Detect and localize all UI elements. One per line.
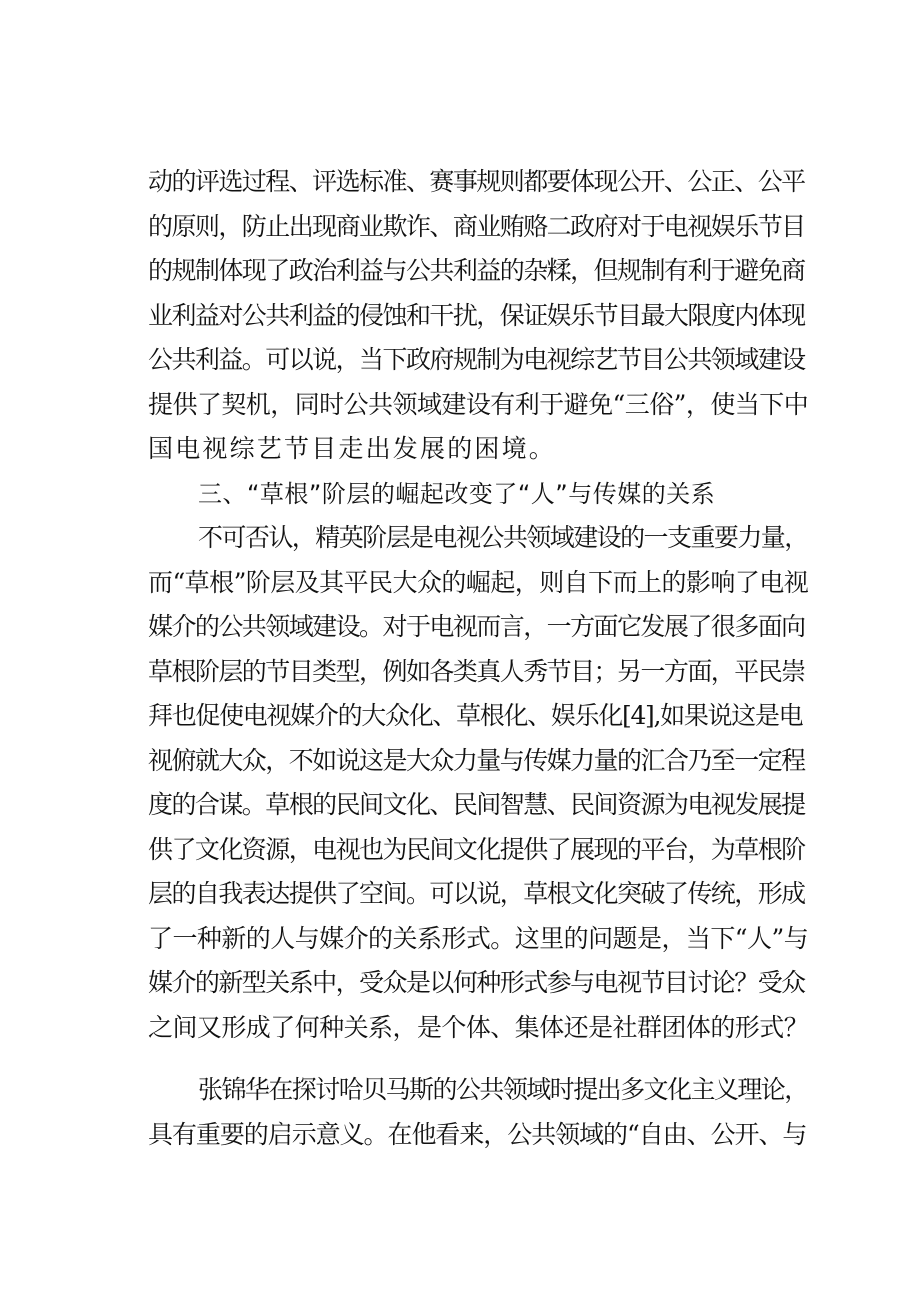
section-heading: 三、“草根”阶层的崛起改变了“人”与传媒的关系 [198, 479, 716, 508]
text-line: 国电视综艺节目走出发展的困境。 [148, 434, 557, 463]
body-text [148, 160, 808, 1157]
text-line: 的规制体现了政治利益与公共利益的杂糅，但规制有利于避免商 [148, 256, 805, 285]
paragraph-continued [148, 160, 808, 472]
text-line: 提供了契机，同时公共领域建设有利于避免“三俗”，使当下中 [148, 389, 809, 419]
text-line: 供了文化资源，电视也为民间文化提供了展现的平台，为草根阶 [148, 834, 805, 864]
text-line: 业利益对公共利益的侵蚀和干扰，保证娱乐节目最大限度内体现 [148, 300, 805, 330]
text-line: 媒介的新型关系中，受众是以何种形式参与电视节目讨论？受众 [148, 968, 805, 997]
text-line: 之间又形成了何种关系，是个体、集体还是社群团体的形式？ [148, 1012, 809, 1042]
text-line: 草根阶层的节目类型，例如各类真人秀节目；另一方面，平民崇 [148, 656, 805, 686]
text-line: 拜也促使电视媒介的大众化、草根化、娱乐化[4],如果说这是电 [148, 701, 803, 730]
text-line: 张锦华在探讨哈贝马斯的公共领域时提出多文化主义理论， [198, 1075, 808, 1104]
text-line: 层的自我表达提供了空间。可以说，草根文化突破了传统，形成 [148, 879, 805, 908]
text-line: 视俯就大众，不如说这是大众力量与传媒力量的汇合乃至一定程 [148, 745, 805, 775]
paragraph-grassroots [148, 516, 808, 1050]
text-line: 公共利益。可以说，当下政府规制为电视综艺节目公共领域建设 [148, 345, 805, 374]
text-line: 不可否认，精英阶层是电视公共领域建设的一支重要力量， [198, 523, 808, 552]
text-line: 的原则，防止出现商业欺诈、商业贿赂二政府对于电视娱乐节目 [148, 211, 805, 241]
paragraph-multiculturalism [148, 1068, 808, 1157]
text-line: 动的评选过程、评选标准、赛事规则都要体现公开、公正、公平 [148, 167, 805, 196]
text-line: 具有重要的启示意义。在他看来，公共领域的“自由、公开、与 [148, 1119, 807, 1149]
text-line: 媒介的公共领域建设。对于电视而言，一方面它发展了很多面向 [148, 612, 805, 641]
text-line: 了一种新的人与媒介的关系形式。这里的问题是，当下“人”与 [148, 923, 809, 953]
text-line: 而“草根”阶层及其平民大众的崛起，则自下而上的影响了电视 [148, 567, 809, 597]
paragraph-gap [148, 1050, 808, 1068]
text-line: 度的合谋。草根的民间文化、民间智慧、民间资源为电视发展提 [148, 790, 805, 819]
